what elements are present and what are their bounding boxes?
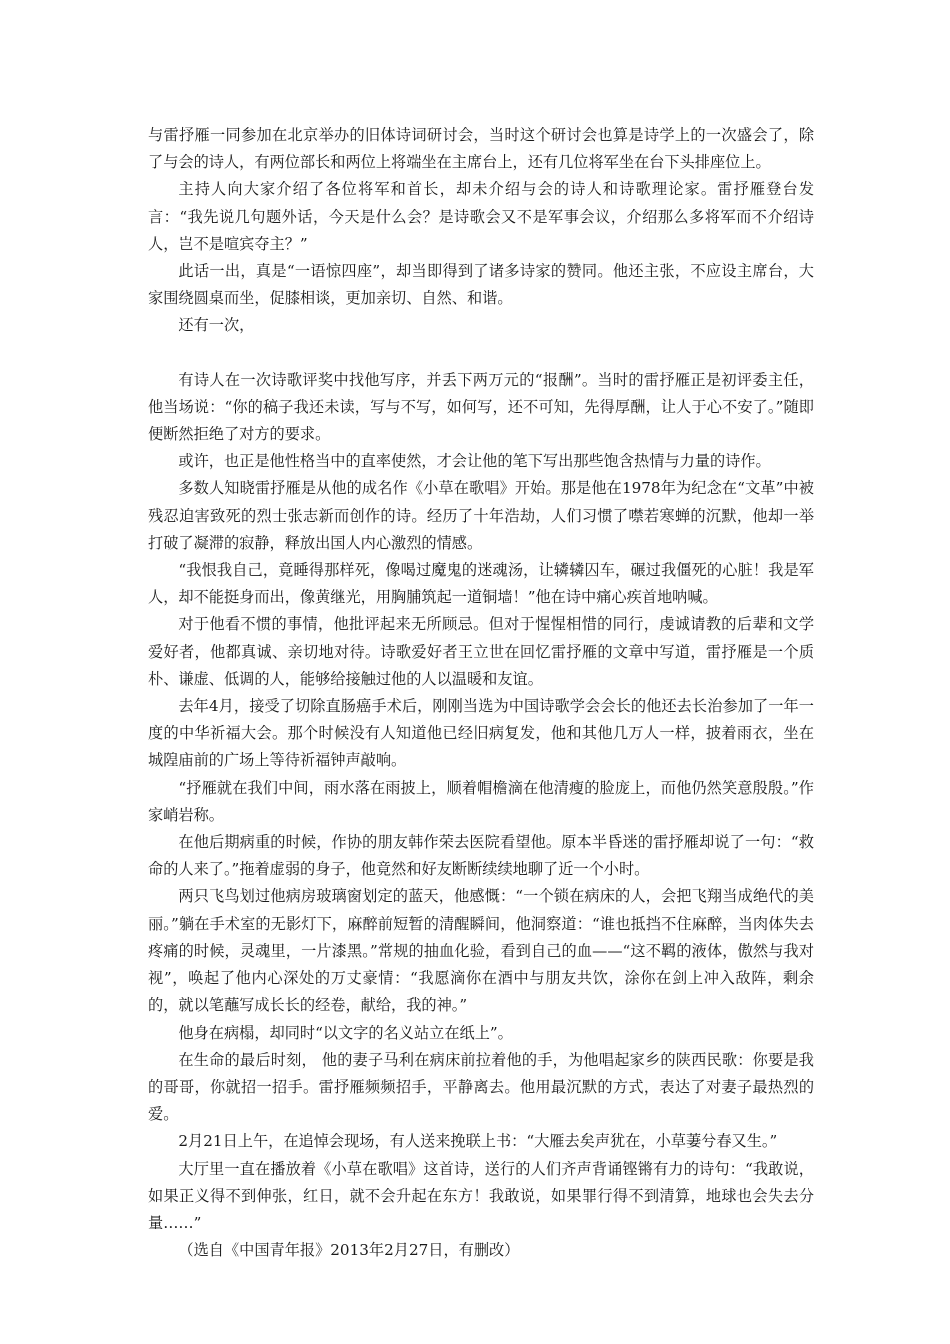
paragraph-5: 有诗人在一次诗歌评奖中找他写序，并丢下两万元的“报酬”。当时的雷抒雁正是初评委主任，他当场说：“你的稿子我还未读，写与不写，如何写，还不可知，先得厚酬，让人于心不安了。”随即便断然拒绝了对方的要求。: [148, 370, 814, 444]
paragraph-6: 或许，也正是他性格当中的直率使然，才会让他的笔下写出那些饱含热情与力量的诗作。: [178, 452, 771, 471]
paragraph-1: 与雷抒雁一同参加在北京举办的旧体诗词研讨会，当时这个研讨会也算是诗学上的一次盛会了，除了与会的诗人，有两位部长和两位上将端坐在主席台上，还有几位将军坐在台下头排座位上。: [148, 126, 814, 172]
blank-line: [148, 340, 814, 367]
paragraph-9: 对于他看不惯的事情，他批评起来无所顾忌。但对于惺惺相惜的同行，虔诚请教的后辈和文学爱好者，他都真诚、亲切地对待。诗歌爱好者王立世在回忆雷抒雁的文章中写道，雷抒雁是一个质朴、谦虚、低调的人，能够给接触过他的人以温暖和友谊。: [148, 615, 814, 688]
paragraph-17: 大厅里一直在播放着《小草在歌唱》这首诗，送行的人们齐声背诵铿锵有力的诗句：“我敢说，如果正义得不到伸张，红日，就不会升起在东方！我敢说，如果罪行得不到清算，地球也会失去分量……”: [148, 1159, 814, 1232]
source-citation: （选自《中国青年报》2013年2月27日，有删改）: [178, 1241, 520, 1260]
paragraph-13: 两只飞鸟划过他病房玻璃窗划定的蓝天，他感慨：“一个锁在病床的人，会把飞翔当成绝代的美丽。”躺在手术室的无影灯下，麻醉前短暂的清醒瞬间，他洞察道：“谁也抵挡不住麻醉，当肉体失去疼痛的时候，灵魂里，一片漆黑。”常规的抽血化验，看到自己的血——“这不羁的液体，傲然与我对视”，唤起了他内心深处的万丈豪情：“我愿滴你在酒中与朋友共饮，涂你在剑上冲入敌阵，剩余的，就以笔蘸写成长长的经卷，献给，我的神。”: [148, 887, 814, 1015]
paragraph-3: 此话一出，真是“一语惊四座”，却当即得到了诸多诗家的赞同。他还主张，不应设主席台，大家围绕圆桌而坐，促膝相谈，更加亲切、自然、和谐。: [148, 262, 814, 308]
paragraph-2: 主持人向大家介绍了各位将军和首长，却未介绍与会的诗人和诗歌理论家。雷抒雁登台发言：“我先说几句题外话，今天是什么会？是诗歌会又不是军事会议，介绍那么多将军而不介绍诗人，岂不是喧宾夺主？”: [148, 180, 814, 253]
paragraph-11: “抒雁就在我们中间，雨水落在雨披上，顺着帽檐滴在他清瘦的脸庞上，而他仍然笑意殷殷。”作家峭岩称。: [148, 778, 814, 824]
paragraph-7: 多数人知晓雷抒雁是从他的成名作《小草在歌唱》开始。那是他在1978年为纪念在“文革”中被残忍迫害致死的烈士张志新而创作的诗。经历了十年浩劫，人们习惯了噤若寒蝉的沉默，他却一举打破了凝滞的寂静，释放出国人内心激烈的情感。: [148, 479, 814, 552]
paragraph-10: 去年4月，接受了切除直肠癌手术后，刚刚当选为中国诗歌学会会长的他还去长治参加了一年一度的中华祈福大会。那个时候没有人知道他已经旧病复发，他和其他几万人一样，披着雨衣，坐在城隍庙前的广场上等待祈福钟声敲响。: [148, 697, 814, 770]
paragraph-8: “我恨我自己，竟睡得那样死，像喝过魔鬼的迷魂汤，让辚辚囚车，碾过我僵死的心脏！我是军人，却不能挺身而出，像黄继光，用胸脯筑起一道铜墙！”他在诗中痛心疾首地呐喊。: [148, 561, 814, 607]
paragraph-15: 在生命的最后时刻， 他的妻子马利在病床前拉着他的手，为他唱起家乡的陕西民歌：你要是我的哥哥，你就招一招手。雷抒雁频频招手，平静离去。他用最沉默的方式，表达了对妻子最热烈的爱。: [148, 1050, 814, 1124]
paragraph-12: 在他后期病重的时候，作协的朋友韩作荣去医院看望他。原本半昏迷的雷抒雁却说了一句：“救命的人来了。”拖着虚弱的身子，他竟然和好友断断续续地聊了近一个小时。: [148, 833, 814, 879]
paragraph-4: 还有一次，: [178, 316, 255, 335]
article-body: [148, 122, 814, 1264]
paragraph-14: 他身在病榻，却同时“以文字的名义站立在纸上”。: [178, 1023, 513, 1042]
paragraph-16: 2月21日上午，在追悼会现场，有人送来挽联上书：“大雁去矣声犹在，小草萋兮春又生。”: [178, 1132, 778, 1151]
